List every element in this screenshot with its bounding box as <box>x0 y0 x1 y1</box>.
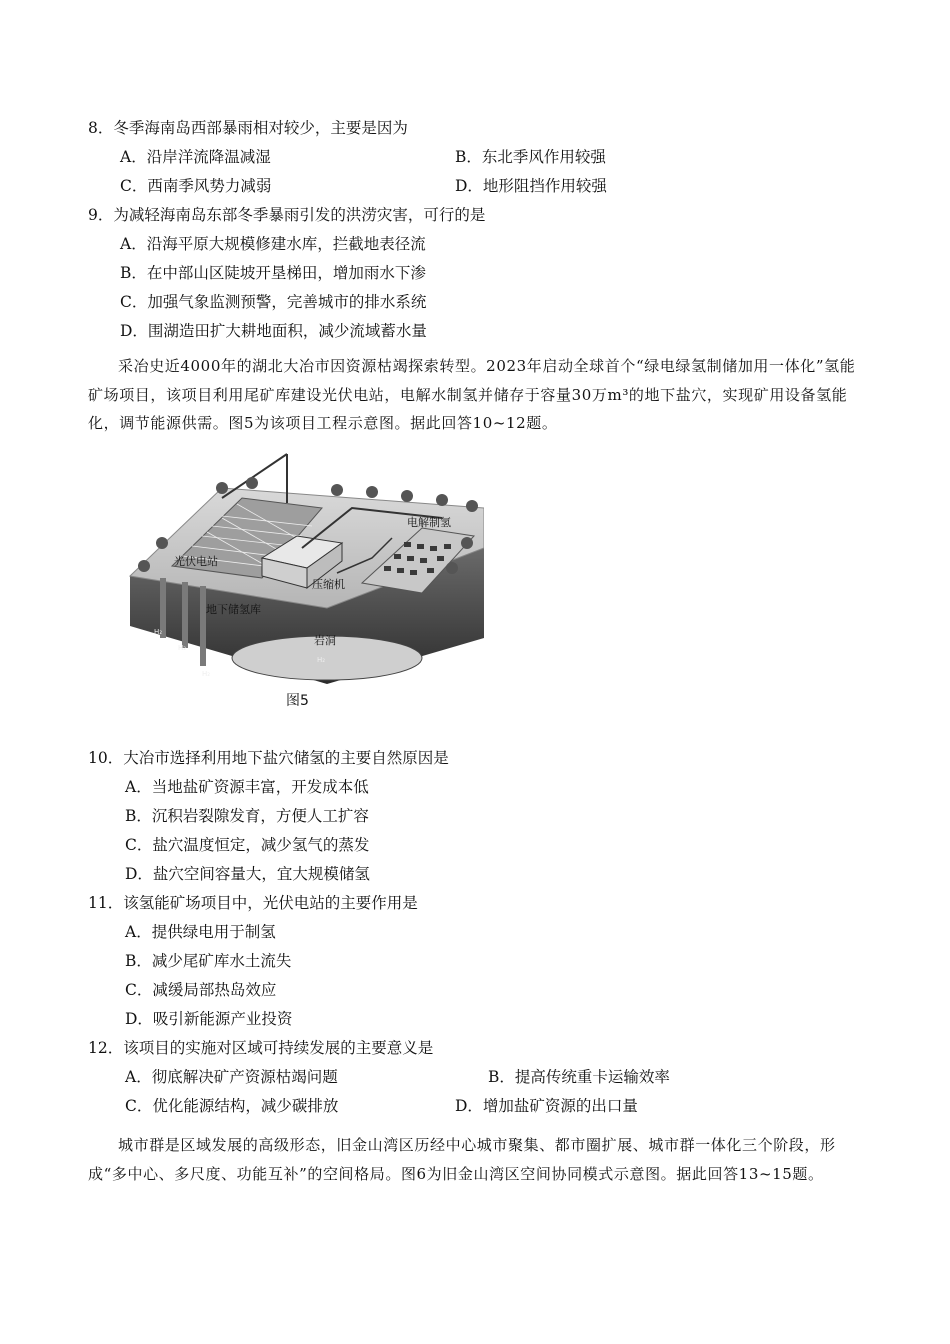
label-h2-2: H₂ <box>178 644 187 652</box>
q8-stem: 8．冬季海南岛西部暴雨相对较少，主要是因为 <box>88 119 408 137</box>
h2-well-2 <box>182 582 188 648</box>
q10-option-b: B．沉积岩裂隙发育，方便人工扩容 <box>125 807 369 825</box>
label-electrolysis: 电解制氢 <box>407 516 451 529</box>
q9-option-d: D．围湖造田扩大耕地面积，减少流域蓄水量 <box>120 322 427 340</box>
q9-option-a: A．沿海平原大规模修建水库，拦截地表径流 <box>120 235 426 253</box>
label-h2-1: H₂ <box>154 628 163 636</box>
passage-hydrogen <box>88 352 864 438</box>
q8-option-c: C．西南季风势力减弱 <box>120 177 272 195</box>
q8-option-b: B．东北季风作用较强 <box>455 148 606 166</box>
passage-bay-area <box>88 1131 864 1188</box>
passage-hydrogen-text: 采冶史近4000年的湖北大冶市因资源枯竭探索转型。2023年启动全球首个“绿电绿氢制储加用一体化”氢能矿场项目，该项目利用尾矿库建设光伏电站，电解水制氢并储存于容量30万m³的地下盐穴，实现矿用设备氢能化，调节能源供需。图5为该项目工程示意图。据此回答10~12题。 <box>88 357 856 432</box>
q11-option-a: A．提供绿电用于制氢 <box>125 923 276 941</box>
figure-5-hydrogen-mine-diagram <box>122 448 484 684</box>
q9-option-c: C．加强气象监测预警，完善城市的排水系统 <box>120 293 427 311</box>
q10-option-c: C．盐穴温度恒定，减少氢气的蒸发 <box>125 836 370 854</box>
label-h2-4: H₂ <box>317 656 326 664</box>
q11-option-c: C．减缓局部热岛效应 <box>125 981 277 999</box>
q8-option-a: A．沿岸洋流降温减湿 <box>120 148 271 166</box>
label-storage: 地下储氢库 <box>206 603 261 616</box>
label-h2-3: H₂ <box>202 670 211 678</box>
q9-stem: 9．为减轻海南岛东部冬季暴雨引发的洪涝灾害，可行的是 <box>88 206 486 224</box>
h2-well-3 <box>200 586 206 666</box>
figure-5-caption: 图5 <box>286 693 309 709</box>
q12-option-b: B．提高传统重卡运输效率 <box>488 1068 670 1086</box>
q11-option-b: B．减少尾矿库水土流失 <box>125 952 292 970</box>
q12-option-d: D．增加盐矿资源的出口量 <box>455 1097 638 1115</box>
label-compressor: 压缩机 <box>312 578 345 591</box>
label-pv: 光伏电站 <box>174 555 218 568</box>
q9-option-b: B．在中部山区陡坡开垦梯田，增加雨水下渗 <box>120 264 426 282</box>
q12-stem: 12．该项目的实施对区域可持续发展的主要意义是 <box>88 1039 434 1057</box>
q10-stem: 10．大冶市选择利用地下盐穴储氢的主要自然原因是 <box>88 749 449 767</box>
q8-option-d: D．地形阻挡作用较强 <box>455 177 607 195</box>
q11-stem: 11．该氢能矿场项目中，光伏电站的主要作用是 <box>88 894 418 912</box>
q12-option-a: A．彻底解决矿产资源枯竭问题 <box>125 1068 338 1086</box>
q11-option-d: D．吸引新能源产业投资 <box>125 1010 293 1028</box>
passage-bay-area-text: 城市群是区域发展的高级形态，旧金山湾区历经中心城市聚集、都市圈扩展、城市群一体化三个阶段，形成“多中心、多尺度、功能互补”的空间格局。图6为旧金山湾区空间协同模式示意图。据此回答13~15题。 <box>88 1136 836 1183</box>
q10-option-d: D．盐穴空间容量大，宜大规模储氢 <box>125 865 370 883</box>
q12-option-c: C．优化能源结构，减少碳排放 <box>125 1097 339 1115</box>
label-cave: 岩洞 <box>314 634 336 647</box>
q10-option-a: A．当地盐矿资源丰富，开发成本低 <box>125 778 369 796</box>
